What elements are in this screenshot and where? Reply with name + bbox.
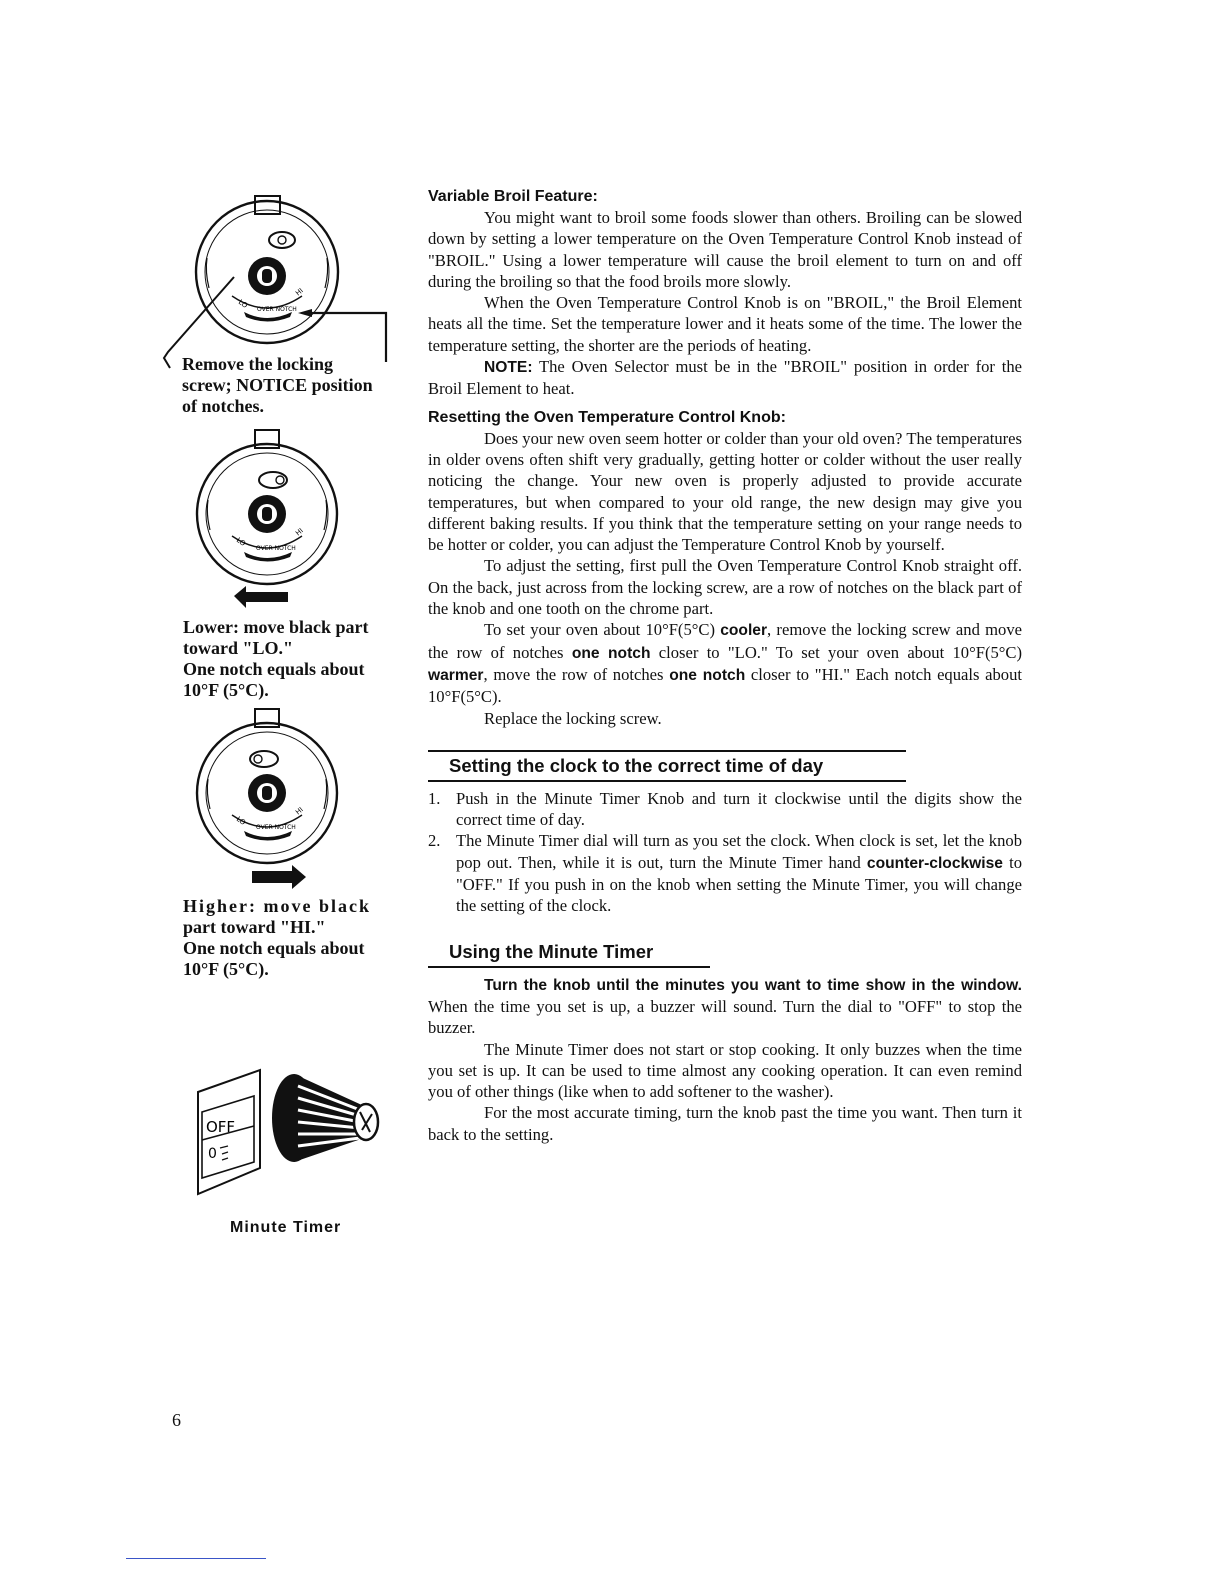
paragraph: The Minute Timer does not start or stop cooking. It only buzzes when the time you set is up. It can be used to time almost any cooking operation. It can even remind you of other things (like when to add softener to the washer). <box>428 1039 1022 1102</box>
section-header-timer <box>428 938 710 968</box>
list-item: 1. Push in the Minute Timer Knob and turn it clockwise until the digits show the correct time of day. <box>428 788 1022 830</box>
paragraph: You might want to broil some foods slower than others. Broiling can be slowed down by setting a lower temperature on the Oven Temperature Control Knob instead of "BROIL." Using a lower temperature will cause the broil element to turn on and off during the broiling so that the food broils more slowly. <box>428 208 1022 291</box>
paragraph: To set your oven about 10°F(5°C) cooler, remove the locking screw and move the row of notches one notch closer to "LO." To set your oven about 10°F(5°C) warmer, move the row of notches one notch closer to "HI." Each notch equals about 10°F(5°C). <box>428 620 1023 707</box>
hi-mark: HI <box>294 526 305 538</box>
caption-remove-screw: Remove the locking screw; NOTICE position of notches. <box>182 354 373 416</box>
minute-timer-illustration <box>192 1066 392 1201</box>
timer-window-off: OFF <box>206 1118 236 1136</box>
section-title-timer: Using the Minute Timer <box>449 940 654 962</box>
lo-mark: LO <box>236 298 249 310</box>
main-text-column <box>428 186 1022 1145</box>
divider <box>428 966 710 968</box>
arrow-left-icon <box>234 586 288 608</box>
paragraph: To adjust the setting, first pull the Oven Temperature Control Knob straight off. On the back, just across from the locking screw, are a row of notches on the black part of the knob and one tooth on the chrome part. <box>428 556 1022 619</box>
timer-window-zero: 0 <box>208 1146 217 1162</box>
section-header-clock <box>428 750 906 782</box>
heading-resetting-knob: Resetting the Oven Temperature Control Knob: <box>428 408 786 426</box>
section-title-clock: Setting the clock to the correct time of day <box>449 754 824 776</box>
notch-mark: OVER NOTCH <box>257 306 297 313</box>
paragraph: NOTE: The Oven Selector must be in the "BROIL" position in order for the Broil Element to heat. <box>428 357 1022 399</box>
hi-mark: HI <box>294 805 305 817</box>
paragraph: Turn the knob until the minutes you want to time show in the window. When the time you set is up, a buzzer will sound. Turn the dial to "OFF" to stop the buzzer. <box>428 976 1022 1038</box>
paragraph: For the most accurate timing, turn the knob past the time you want. Then turn it back to the setting. <box>428 1103 1022 1144</box>
caption-minute-timer: Minute Timer <box>230 1219 342 1236</box>
notch-mark: OVER NOTCH <box>256 545 296 552</box>
knob-diagram-higher <box>180 705 380 895</box>
paragraph: When the Oven Temperature Control Knob is on "BROIL," the Broil Element heats all the time. Set the temperature lower and it heats some of the time. The lower the temperature setting, the shorter are the periods of heating. <box>428 293 1022 355</box>
notch-mark: OVER NOTCH <box>256 824 296 831</box>
caption-higher: Higher: move black part toward "HI." One notch equals about 10°F (5°C). <box>183 896 371 979</box>
arrow-right-icon <box>252 865 306 889</box>
heading-variable-broil: Variable Broil Feature: <box>428 188 598 205</box>
page-number: 6 <box>172 1410 181 1430</box>
list-item: 2. The Minute Timer dial will turn as you set the clock. When clock is set, let the knob pop out. Then, while it is out, turn the Minute Timer hand counter-clockwise to "OFF." If you push in on the knob when setting the Minute Timer, you will change the setting of the clock. <box>428 831 1023 916</box>
hi-mark: HI <box>294 286 305 298</box>
paragraph: Does your new oven seem hotter or colder than your old oven? The temperatures in older ovens often shift very gradually, getting hotter or colder without the user really noticing the change. Your new oven is properly adjusted to provide accurate temperatures, but when compared to your old range, the new design may give you different baking results. If you think that the temperature setting on your range needs to be hotter or colder, you can adjust the Temperature Control Knob by yourself. <box>428 428 1022 555</box>
knob-diagram-lower <box>180 426 380 616</box>
knob-diagram-remove-screw <box>162 190 402 375</box>
note-label: NOTE: <box>484 359 533 377</box>
paragraph: Replace the locking screw. <box>484 708 662 728</box>
footer-rule <box>126 1558 266 1559</box>
caption-lower: Lower: move black part toward "LO." One notch equals about 10°F (5°C). <box>183 617 369 700</box>
clock-steps-list <box>428 788 1022 917</box>
divider <box>428 780 906 782</box>
lo-mark: LO <box>234 815 247 827</box>
lo-mark: LO <box>234 536 247 548</box>
